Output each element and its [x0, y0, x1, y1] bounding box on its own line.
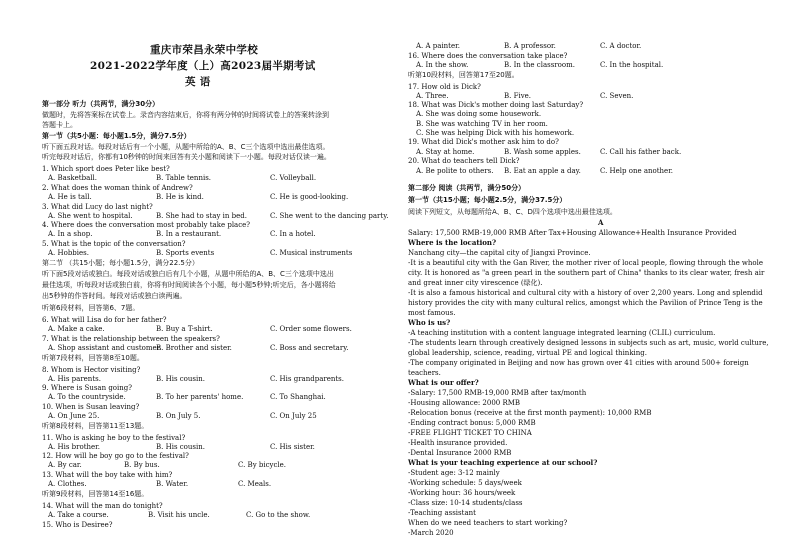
q1-option-b: B. Table tennis. [156, 174, 212, 182]
question-7: 7. What is the relationship between the speakers? [42, 335, 220, 343]
q7-option-a: A. Shop assistant and customer. [48, 344, 162, 352]
question-8: 8. Whom is Hector visiting? [42, 366, 141, 374]
q20-option-c: C. Help one another. [600, 167, 674, 175]
question-11: 11. Who is asking he boy to the festival? [42, 434, 186, 442]
q11-option-a: A. His brother. [48, 443, 100, 451]
q11-option-b: B. His cousin. [156, 443, 205, 451]
q16-option-a: A. In the show. [416, 61, 469, 69]
passage-line: -Dental Insurance 2000 RMB [408, 449, 512, 457]
question-5: 5. What is the topic of the conversation? [42, 240, 186, 248]
listening-part-title: 第一部分 听力（共两节，满分30分） [42, 100, 160, 108]
material-6: 听第6段材料，回答第6、7题。 [42, 304, 140, 312]
q18-option-a: A. She was doing some housework. [416, 110, 542, 118]
exam-title: 2021-2022学年度（上）高2023届半期考试 [90, 60, 316, 72]
q7-option-c: C. Boss and secretary. [270, 344, 349, 352]
passage-line: city. It is honored as "a green pearl in the southern part of China" thanks to its clear water, fresh air [408, 269, 765, 277]
q12-option-a: A. By car. [48, 461, 82, 469]
passage-line: -It is a beautiful city with the Gan River, the mother river of local people, flowing through the whole [408, 259, 764, 267]
passage-line: -Salary: 17,500 RMB-19,000 RMB after tax/month [408, 389, 587, 397]
q18-option-c: C. She was helping Dick with his homework. [416, 129, 575, 137]
q9-option-c: C. To Shanghai. [270, 393, 326, 401]
passage-line: and great inner city virescence (绿化). [408, 279, 543, 287]
passage-line: global leadership, science, reading, virtual PE and logical thinking. [408, 349, 648, 357]
q15-option-c: C. A doctor. [600, 42, 642, 50]
passage-heading-who: Who is us? [408, 318, 451, 327]
q9-option-a: A. To the countryside. [48, 393, 126, 401]
q15-option-b: B. A professor. [504, 42, 556, 50]
passage-line: -FREE FLIGHT TICKET TO CHINA [408, 429, 532, 437]
question-13: 13. What will the boy take with him? [42, 471, 173, 479]
question-1: 1. Which sport does Peter like best? [42, 165, 170, 173]
section2-intro-3: 出5秒钟的作答时间。每段对话或独白读两遍。 [42, 292, 187, 300]
passage-line: -Ending contract bonus: 5,000 RMB [408, 419, 536, 427]
passage-line: -The students learn through creatively designed lessons in subjects such as art, music, world culture, [408, 339, 769, 347]
q11-option-c: C. His sister. [270, 443, 315, 451]
q15-option-a: A. A painter. [416, 42, 460, 50]
section2-title: 第二节 （共15小题；每小题1.5分，满分22.5分） [42, 259, 199, 267]
passage-line: -Student age: 3-12 mainly [408, 469, 500, 477]
q3-option-c: C. She went to the dancing party. [270, 212, 389, 220]
q13-option-c: C. Meals. [238, 480, 272, 488]
question-9: 9. Where is Susan going? [42, 384, 132, 392]
material-10: 听第10段材料，回答第17至20题。 [408, 71, 519, 79]
q18-option-b: B. She was watching TV in her room. [416, 120, 548, 128]
q17-option-b: B. Five. [504, 92, 532, 100]
q3-option-a: A. She went to hospital. [48, 212, 133, 220]
q19-option-a: A. Stay at home. [416, 148, 475, 156]
passage-label: A [598, 218, 604, 227]
q2-option-a: A. He is tall. [48, 193, 92, 201]
q8-option-c: C. His grandparents. [270, 375, 344, 383]
reading-section1-title: 第一节（共15小题；每小题2.5分，满分37.5分） [408, 196, 567, 204]
passage-heading-experience: What is your teaching experience at our school? [408, 458, 598, 467]
q14-option-c: C. Go to the show. [246, 511, 311, 519]
q14-option-b: B. Visit his uncle. [148, 511, 210, 519]
reading-section1-intro: 阅读下列短文，从每题所给A、B、C、D四个选项中选出最佳选项。 [408, 208, 617, 216]
q7-option-b: B. Brother and sister. [156, 344, 232, 352]
passage-heading-offer: What is our offer? [408, 378, 479, 387]
section1-intro-1: 听下面五段对话。每段对话后有一个小题，从题中所给的A、B、C三个选项中选出最佳选项。 [42, 143, 330, 151]
q13-option-a: A. Clothes. [48, 480, 87, 488]
q12-option-b: B. By bus. [124, 461, 160, 469]
question-2: 2. What does the woman think of Andrew? [42, 184, 193, 192]
passage-line: most famous. [408, 309, 456, 317]
q13-option-b: B. Water. [156, 480, 189, 488]
question-14: 14. What will the man do tonight? [42, 502, 163, 510]
q3-option-b: B. She had to stay in bed. [156, 212, 247, 220]
q20-option-a: A. Be polite to others. [416, 167, 494, 175]
passage-line: history provides the city with many cultural relics, amongst which the Pavilion of Prince Teng is the [408, 299, 763, 307]
reading-part-title: 第二部分 阅读（共两节，满分50分） [408, 184, 526, 192]
passage-line: -Relocation bonus (receive at the first month payment): 10,000 RMB [408, 409, 652, 417]
q9-option-b: B. To her parents' home. [156, 393, 244, 401]
passage-line: -Working schedule: 5 days/week [408, 479, 522, 487]
passage-line: -Health insurance provided. [408, 439, 508, 447]
q20-option-b: B. Eat an apple a day. [504, 167, 581, 175]
q4-option-b: B. In a restaurant. [156, 230, 222, 238]
q5-option-c: C. Musical instruments [270, 249, 353, 257]
material-8: 听第8段材料，回答第11至13题。 [42, 422, 149, 430]
q17-option-a: A. Three. [416, 92, 449, 100]
passage-line: teachers. [408, 369, 441, 377]
section1-title: 第一节（共5小题：每小题1.5分，满分7.5分） [42, 132, 191, 140]
q17-option-c: C. Seven. [600, 92, 634, 100]
listening-intro-1: 做题时，先将答案标在试卷上。录音内容结束后，你将有两分钟的时间将试卷上的答案转涂到 [42, 111, 329, 119]
q6-option-a: A. Make a cake. [48, 325, 105, 333]
question-10: 10. When is Susan leaving? [42, 403, 140, 411]
q10-option-c: C. On July 25 [270, 412, 317, 420]
passage-line: Nanchang city—the capital city of Jiangxi Province. [408, 249, 591, 257]
q16-option-b: B. In the classroom. [504, 61, 575, 69]
question-19: 19. What did Dick's mother ask him to do? [408, 138, 559, 146]
school-name: 重庆市荣昌永荣中学校 [150, 44, 258, 56]
q8-option-a: A. His parents. [48, 375, 101, 383]
q12-option-c: C. By bicycle. [238, 461, 287, 469]
question-17: 17. How old is Dick? [408, 83, 481, 91]
section2-intro-2: 最佳选项，听每段对话或独白前，你将有时间阅读各个小题，每小题5秒钟;听完后，各小题将给 [42, 281, 336, 289]
q14-option-a: A. Take a course. [48, 511, 109, 519]
q10-option-a: A. On June 25. [48, 412, 100, 420]
passage-line: -It is also a famous historical and cultural city with a history of over 2,200 years. Long and splendid [408, 289, 763, 297]
section1-intro-2: 听完每段对话后，你都有10秒钟的时间来回答有关小题和阅读下一小题。每段对话仅读一遍。 [42, 153, 331, 161]
q5-option-a: A. Hobbies. [48, 249, 89, 257]
question-18: 18. What was Dick's mother doing last Saturday? [408, 101, 584, 109]
q4-option-c: C. In a hotel. [270, 230, 316, 238]
passage-line: When do we need teachers to start working? [408, 519, 568, 527]
material-9: 听第9段材料，回答第14至16题。 [42, 490, 149, 498]
question-16: 16. Where does the conversation take place? [408, 52, 568, 60]
question-6: 6. What will Lisa do for her father? [42, 316, 167, 324]
passage-line: -March 2020 [408, 529, 454, 537]
q4-option-a: A. In a shop. [48, 230, 93, 238]
question-20: 20. What do teachers tell Dick? [408, 157, 520, 165]
passage-line: -The company originated in Beijing and now has grown over 41 cities with around 500+ foreign [408, 359, 749, 367]
question-12: 12. How will he boy go go to the festival? [42, 452, 189, 460]
passage-heading-location: Where is the location? [408, 238, 497, 247]
q2-option-b: B. He is kind. [156, 193, 204, 201]
passage-line: -Housing allowance: 2000 RMB [408, 399, 521, 407]
q6-option-c: C. Order some flowers. [270, 325, 352, 333]
q2-option-c: C. He is good-looking. [270, 193, 349, 201]
section2-intro-1: 听下面5段对话或独白。每段对话或独白后有几个小题，从题中所给的A、B、C三个选项中选出 [42, 270, 334, 278]
q16-option-c: C. In the hospital. [600, 61, 664, 69]
q19-option-b: B. Wash some apples. [504, 148, 581, 156]
passage-line: -A teaching institution with a content language integrated learning (CLIL) curriculum. [408, 329, 716, 337]
q10-option-b: B. On July 5. [156, 412, 201, 420]
q1-option-a: A. Basketball. [48, 174, 97, 182]
q19-option-c: C. Call his father back. [600, 148, 682, 156]
passage-line: -Class size: 10-14 students/class [408, 499, 523, 507]
listening-intro-2: 答题卡上。 [42, 121, 77, 129]
passage-line: Salary: 17,500 RMB-19,000 RMB After Tax+Housing Allowance+Health Insurance Provided [408, 229, 737, 237]
passage-line: -Working hour: 36 hours/week [408, 489, 516, 497]
q6-option-b: B. Buy a T-shirt. [156, 325, 213, 333]
q5-option-b: B. Sports events [156, 249, 215, 257]
passage-line: -Teaching assistant [408, 509, 476, 517]
material-7: 听第7段材料，回答第8至10题。 [42, 354, 144, 362]
question-4: 4. Where does the conversation most probably take place? [42, 221, 251, 229]
subject-title: 英 语 [185, 76, 211, 88]
question-15: 15. Who is Desiree? [42, 521, 113, 529]
q8-option-b: B. His cousin. [156, 375, 205, 383]
q1-option-c: C. Volleyball. [270, 174, 317, 182]
question-3: 3. What did Lucy do last night? [42, 203, 153, 211]
